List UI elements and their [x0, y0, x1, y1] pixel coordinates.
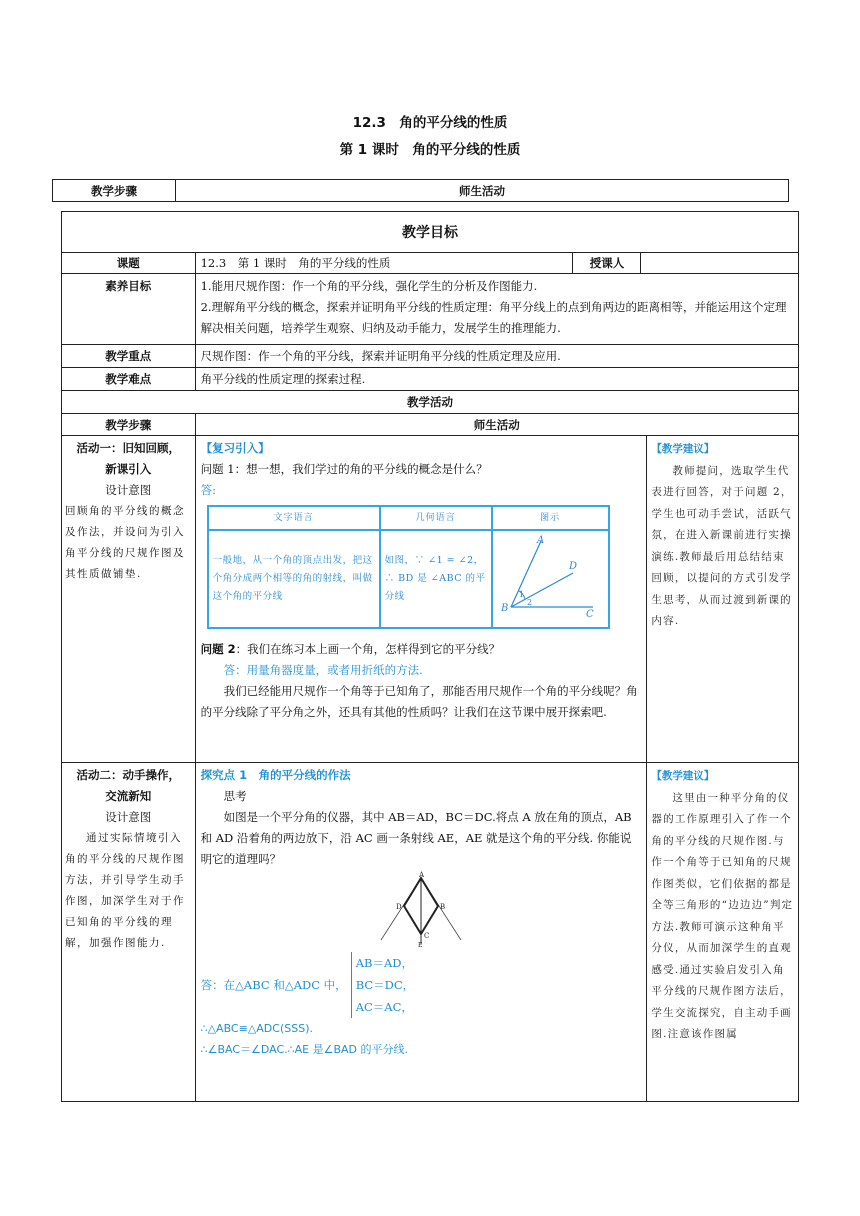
- inst-label-c: C: [424, 932, 430, 940]
- activity2-design-text: 通过实际情境引入角的平分线的尺规作图方法，并引导学生动手作图，加深学生对于作已知角的平分线的理解，加强作图能力.: [65, 832, 185, 949]
- activity2-name-line2: 交流新知: [105, 789, 152, 803]
- literacy-goals: [195, 274, 798, 345]
- inst-label-b: B: [440, 903, 446, 911]
- activity2-section: 探究点 1 角的平分线的作法: [200, 768, 351, 782]
- activity1-question2: [201, 639, 642, 660]
- key-label: 教学重点: [62, 345, 196, 368]
- proof-conclusion2: ∴∠BAC＝∠DAC.∴AE 是∠BAD 的平分线.: [200, 1043, 409, 1056]
- activity1-answer-label: 答:: [200, 483, 216, 497]
- page-subtitle: 第 1 课时 角的平分线的性质: [339, 142, 521, 158]
- proof-eq2: BC＝DC，: [355, 978, 415, 992]
- activity1-answer2: 答：用量角器度量，或者用折纸的方法.: [223, 663, 423, 677]
- fig-label-1: 1: [518, 590, 524, 599]
- lesson-table: [61, 211, 799, 1102]
- header-col-steps: 教学步骤: [53, 180, 176, 202]
- activity2-paragraph: 如图是一个平分角的仪器，其中 AB＝AD，BC＝DC.将点 A 放在角的顶点，AB 和 AD 沿着角的两边放下，沿 AC 画一条射线 AE，AE 就是这个角的平分线. 你能说明它的道理吗？: [200, 810, 632, 866]
- proof-prefix: 答：在△ABC 和△ADC 中，: [200, 977, 347, 992]
- activity1-design-text: 回顾角的平分线的概念及作法，并设问为引入角平分线的尺规作图及其性质做铺垫.: [65, 505, 185, 580]
- activity2-think: 思考: [223, 789, 247, 803]
- objectives-title: 教学目标: [62, 212, 799, 253]
- header-col-activities: 师生活动: [176, 180, 789, 202]
- activity1-suggest-title: 【教学建议】: [651, 443, 715, 455]
- proof-equations: [351, 952, 414, 1018]
- inst-label-a: A: [419, 871, 425, 879]
- activity1-section: 【复习引入】: [200, 441, 270, 455]
- teacher-value: [641, 253, 799, 274]
- activity1-step: [62, 436, 196, 763]
- inst-label-d: D: [396, 903, 402, 911]
- activity1-name-line1: 活动一：旧知回顾，: [76, 441, 181, 455]
- difficult-value: 角平分线的性质定理的探索过程.: [195, 368, 798, 391]
- fig-label-2: 2: [526, 598, 532, 607]
- activities-col-activities: 师生活动: [195, 414, 798, 436]
- bisector-definition-table: [207, 505, 610, 629]
- key-value: 尺规作图：作一个角的平分线，探索并证明角平分线的性质定理及应用.: [195, 345, 798, 368]
- literacy-goal-1: 1.能用尺规作图：作一个角的平分线，强化学生的分析及作图能力.: [200, 279, 538, 293]
- activity2-suggest-text: 这里由一种平分角的仪器的工作原理引入了作一个角的平分线的尺规作图.与作一个角等于已知角的尺规作图类似，它们依据的都是全等三角形的“边边边”判定方法.教师可演示这种角平分仪，从而加深学生的直观感受.通过实验启发引入角平分线的尺规作图方法后，学生交流探究，自主动手画图.注意该作图属: [651, 791, 794, 1040]
- def-geo-language: 如图，∵ ∠1 = ∠2，∴ BD 是 ∠ABC 的平分线: [380, 530, 492, 628]
- q2-prefix: 问题 2: [200, 642, 236, 656]
- activity2-step: [62, 763, 196, 1102]
- fig-label-b: B: [500, 603, 508, 614]
- difficult-label: 教学难点: [62, 368, 196, 391]
- activity1-design-label: 设计意图: [105, 483, 152, 497]
- proof-eq3: AC＝AC，: [355, 1000, 413, 1014]
- activity1-suggestion: [647, 436, 799, 763]
- course-value: 12.3 第 1 课时 角的平分线的性质: [195, 253, 573, 274]
- literacy-goal-2: 2.理解角平分线的概念，探索并证明角平分线的性质定理：角平分线上的点到角两边的距离相等，并能运用这个定理解决相关问题，培养学生观察、归纳及动手能力，发展学生的推理能力.: [200, 300, 787, 335]
- activity1-question1: 问题 1：想一想，我们学过的角的平分线的概念是什么？: [200, 462, 488, 476]
- proof-eq1: AB＝AD，: [355, 956, 413, 970]
- activity1-suggest-text: 教师提问，选取学生代表进行回答，对于问题 2，学生也可动手尝试，活跃气氛，在进入新课前进行实操演练.教师最后用总结结束回顾，以提问的方式引发学生思考，从而过渡到新课的内容.: [651, 464, 793, 627]
- activity1-transition: 我们已经能用尺规作一个角等于已知角了，那能否用尺规作一个角的平分线呢？角的平分线除了平分角之外，还具有其他的性质吗？让我们在这节课中展开探索吧.: [200, 684, 638, 719]
- teacher-label: 授课人: [573, 253, 641, 274]
- header-table: [52, 179, 789, 202]
- course-label: 课题: [62, 253, 196, 274]
- def-figure: [492, 530, 609, 628]
- activity2-suggest-title: 【教学建议】: [651, 770, 715, 782]
- def-header-text: 文字语言: [208, 506, 380, 530]
- activity2-name-line1: 活动二：动手操作，: [76, 768, 181, 782]
- angle-bisector-figure: [493, 531, 603, 619]
- fig-label-a: A: [536, 535, 544, 546]
- activity2-proof: [201, 952, 642, 1018]
- q2-text: ：我们在练习本上画一个角，怎样得到它的平分线？: [235, 642, 501, 656]
- activity2-suggestion: [647, 763, 799, 1102]
- bisector-instrument-svg: [376, 870, 466, 948]
- activity2-design-label: 设计意图: [105, 810, 152, 824]
- proof-conclusion1: ∴△ABC≌△ADC(SSS).: [200, 1022, 313, 1035]
- activity1-content: [195, 436, 647, 763]
- def-header-geo: 几何语言: [380, 506, 492, 530]
- activity2-content: [195, 763, 647, 1102]
- page-title: 12.3 角的平分线的性质: [352, 115, 508, 131]
- activities-col-steps: 教学步骤: [62, 414, 196, 436]
- def-text-language: 一般地，从一个角的顶点出发，把这个角分成两个相等的角的射线，叫做这个角的平分线: [208, 530, 380, 628]
- literacy-label: 素养目标: [62, 274, 196, 345]
- bisector-instrument-figure: [201, 870, 642, 948]
- fig-label-d: D: [568, 561, 577, 572]
- activities-title: 教学活动: [62, 391, 799, 414]
- activity1-name-line2: 新课引入: [105, 462, 152, 476]
- def-header-fig: 图示: [492, 506, 609, 530]
- inst-label-e: E: [418, 942, 423, 948]
- fig-label-c: C: [585, 609, 594, 619]
